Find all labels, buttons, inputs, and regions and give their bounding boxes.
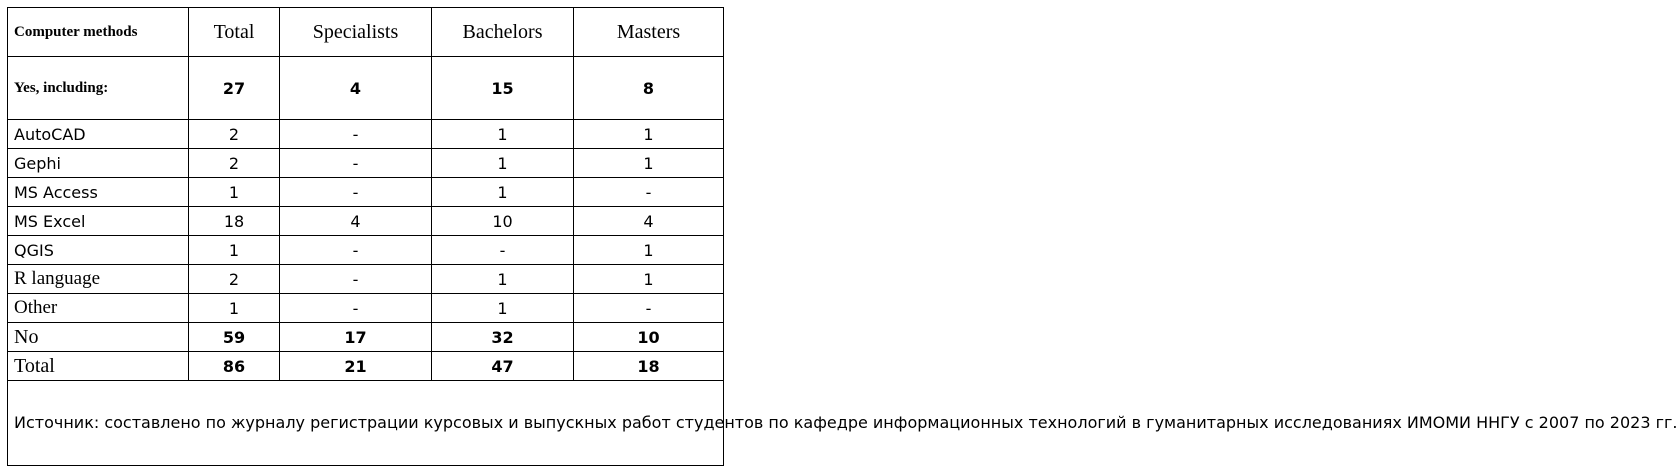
cell-specialists: 4 xyxy=(280,207,432,236)
cell-total: 1 xyxy=(189,236,280,265)
row-label: Other xyxy=(8,294,189,323)
header-specialists: Specialists xyxy=(280,8,432,57)
cell-specialists: - xyxy=(280,178,432,207)
cell-masters: 1 xyxy=(574,149,724,178)
yes-total: 27 xyxy=(189,57,280,120)
header-masters: Masters xyxy=(574,8,724,57)
cell-specialists: - xyxy=(280,236,432,265)
cell-masters: 1 xyxy=(574,265,724,294)
header-row xyxy=(8,8,724,57)
cell-specialists: - xyxy=(280,294,432,323)
header-bachelors: Bachelors xyxy=(432,8,574,57)
table-row xyxy=(8,236,724,265)
cell-specialists: - xyxy=(280,265,432,294)
cell-bachelors: 1 xyxy=(432,265,574,294)
row-label: R language xyxy=(8,265,189,294)
header-label: Computer methods xyxy=(8,8,189,57)
no-total: 59 xyxy=(189,323,280,352)
cell-total: 2 xyxy=(189,120,280,149)
table-row xyxy=(8,120,724,149)
cell-bachelors: 1 xyxy=(432,120,574,149)
no-specialists: 17 xyxy=(280,323,432,352)
cell-total: 2 xyxy=(189,149,280,178)
cell-total: 2 xyxy=(189,265,280,294)
cell-masters: - xyxy=(574,178,724,207)
cell-specialists: - xyxy=(280,149,432,178)
cell-bachelors: 1 xyxy=(432,149,574,178)
total-specialists: 21 xyxy=(280,352,432,381)
computer-methods-table xyxy=(7,7,1678,466)
table-row xyxy=(8,265,724,294)
no-masters: 10 xyxy=(574,323,724,352)
total-label: Total xyxy=(8,352,189,381)
cell-total: 18 xyxy=(189,207,280,236)
row-label: MS Access xyxy=(8,178,189,207)
source-note: Источник: составлено по журналу регистрации курсовых и выпускных работ студентов по кафедре информационных технологий в гуманитарных исследованиях ИМОМИ ННГУ с 2007 по 2023 гг. xyxy=(8,381,724,466)
header-total: Total xyxy=(189,8,280,57)
cell-bachelors: 1 xyxy=(432,178,574,207)
row-label: QGIS xyxy=(8,236,189,265)
yes-row xyxy=(8,57,724,120)
yes-specialists: 4 xyxy=(280,57,432,120)
no-row xyxy=(8,323,724,352)
total-row xyxy=(8,352,724,381)
total-total: 86 xyxy=(189,352,280,381)
table-row xyxy=(8,178,724,207)
total-masters: 18 xyxy=(574,352,724,381)
cell-masters: - xyxy=(574,294,724,323)
table-row xyxy=(8,149,724,178)
yes-label: Yes, including: xyxy=(8,57,189,120)
total-bachelors: 47 xyxy=(432,352,574,381)
cell-masters: 1 xyxy=(574,236,724,265)
no-label: No xyxy=(8,323,189,352)
table-row xyxy=(8,207,724,236)
cell-specialists: - xyxy=(280,120,432,149)
row-label: MS Excel xyxy=(8,207,189,236)
cell-bachelors: - xyxy=(432,236,574,265)
cell-masters: 1 xyxy=(574,120,724,149)
no-bachelors: 32 xyxy=(432,323,574,352)
row-label: AutoCAD xyxy=(8,120,189,149)
cell-bachelors: 10 xyxy=(432,207,574,236)
row-label: Gephi xyxy=(8,149,189,178)
cell-bachelors: 1 xyxy=(432,294,574,323)
cell-total: 1 xyxy=(189,294,280,323)
table-row xyxy=(8,294,724,323)
source-note-row xyxy=(8,381,724,466)
yes-bachelors: 15 xyxy=(432,57,574,120)
cell-masters: 4 xyxy=(574,207,724,236)
yes-masters: 8 xyxy=(574,57,724,120)
table-container xyxy=(7,7,1678,466)
cell-total: 1 xyxy=(189,178,280,207)
